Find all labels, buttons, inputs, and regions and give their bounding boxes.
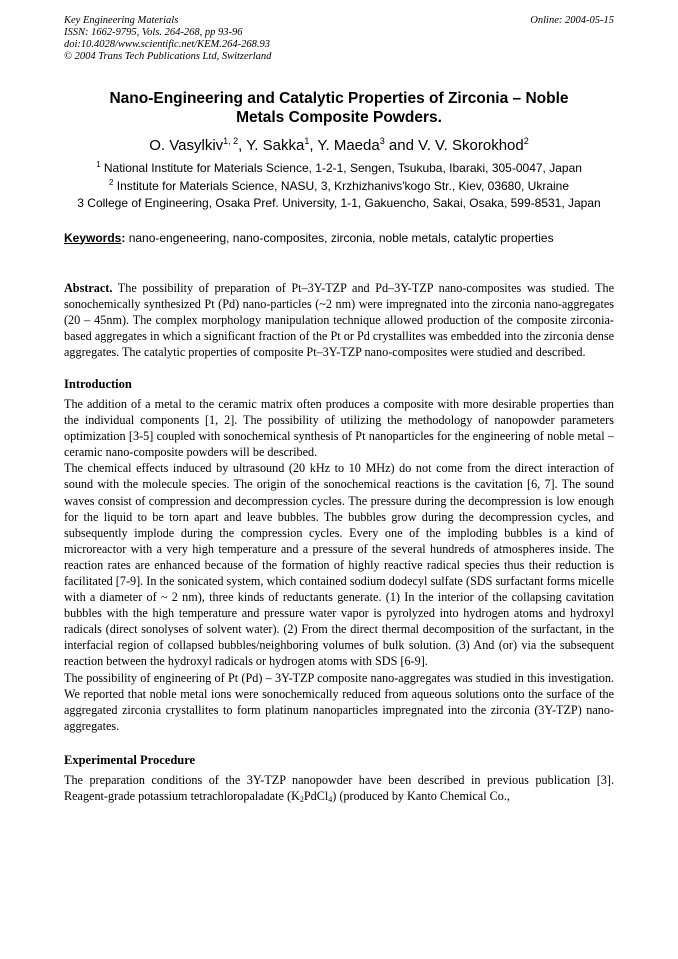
keywords-label: Keywords	[64, 230, 122, 245]
introduction-heading: Introduction	[64, 376, 132, 391]
paper-title	[64, 89, 614, 127]
issn-line: ISSN: 1662-9795, Vols. 264-268, pp 93-96	[64, 27, 243, 38]
experimental-paragraph-1	[64, 772, 614, 804]
doi-line: doi:10.4028/www.scientific.net/KEM.264-268.93	[64, 39, 270, 50]
introduction-paragraph-3: The possibility of engineering of Pt (Pd) – 3Y-TZP composite nano-aggregates was studied in this investigation. We reported that noble metal ions were sonochemically reduced from aqueous solutions onto the surface of the aggregated zirconia crystallites to form platinum nanoparticles impregnated into the zirconia (3Y-TZP) nano-aggregates.	[64, 670, 614, 733]
subscript-4: 4	[328, 795, 333, 805]
author-3-affil: 3	[379, 136, 385, 146]
affiliation-2	[64, 179, 614, 195]
introduction-section	[64, 396, 614, 734]
title-line-2: Metals Composite Powders.	[236, 109, 442, 126]
affiliation-1-number: 1	[96, 160, 101, 169]
affiliations	[64, 161, 614, 212]
keywords-colon: :	[121, 230, 126, 245]
abstract-section	[64, 280, 614, 360]
affiliation-1	[64, 161, 614, 177]
author-3: , Y. Maeda	[309, 137, 380, 154]
copyright-line: © 2004 Trans Tech Publications Ltd, Switzerland	[64, 51, 272, 62]
author-2-affil: 1	[304, 136, 310, 146]
experimental-text-c: ) (produced by Kanto Chemical Co.,	[332, 789, 510, 804]
author-4: and V. V. Skorokhod	[384, 137, 524, 154]
abstract-text: The possibility of preparation of Pt–3Y-TZP and Pd–3Y-TZP nano-composites was studied. The sonochemically synthesized Pt (Pd) nano-particles (~2 nm) were impregnated into the zirconia nano-aggregates (20 – 45nm). The complex morphology manipulation technique allowed production of the composite zirconia-based aggregates in which a significant fraction of the Pt or Pd crystallites was embedded into the zirconia dense aggregates. The catalytic properties of composite Pt–3Y-TZP nano-composites were studied and described.	[64, 280, 614, 359]
keywords-text: nano-engeneering, nano-composites, zirconia, noble metals, catalytic properties	[125, 230, 554, 245]
journal-header	[64, 0, 614, 63]
introduction-paragraph-1: The addition of a metal to the ceramic matrix often produces a composite with more desirable properties than the individual components [1, 2]. The possibility of utilizing the methodology of nanopowder parameters optimization [3-5] coupled with sonochemical synthesis of Pt nanoparticles for the engineering of noble metal – ceramic nano-composite powders will be described.	[64, 396, 614, 460]
affiliation-3: 3 College of Engineering, Osaka Pref. University, 1-1, Gakuencho, Sakai, Osaka, 599-8531, Japan	[77, 196, 601, 210]
introduction-paragraph-2: The chemical effects induced by ultrasound (20 kHz to 10 MHz) do not come from the direct interaction of sound with the molecule species. The origin of the sonochemical reactions is the cavitation [6, 7]. The sound waves consist of compression and decompression cycles. The pressure during the decompression is low enough for the liquid to be torn apart and leave bubbles. The bubbles grow during the decompression cycles, and subsequently implode during the compression cycles. Every one of the imploding bubbles is a kind of microreactor with a very high temperature and a pressure of the several hundreds of atmospheres inside. The reaction rates are enhanced because of the formation of highly reactive radical species thus their reduction is facilitated [7-9]. In the sonicated system, which contained sodium dodecyl sulfate (SDS surfactant forms micelle with a diameter of ~ 2 nm), three kinds of reductants generate. (1) In the interior of the collapsing cavitation bubbles with the high temperature and pressure water vapor is pyrolyzed into hydrogen atoms and hydroxyl radicals (direct sonolyses of solvent water). (2) From the direct thermal decomposition of the surfactant, in the interfacial region of collapsed bubbles/neighboring volumes of bulk solution. (3) And (or) via the subsequent reaction between the hydroxyl radicals or hydrogen atoms with SDS [6-9].	[64, 461, 614, 669]
author-list	[64, 136, 614, 155]
author-2: , Y. Sakka	[238, 137, 305, 154]
author-4-affil: 2	[523, 136, 529, 146]
title-line-1: Nano-Engineering and Catalytic Properties of Zirconia – Noble	[109, 90, 569, 107]
author-1: O. Vasylkiv	[149, 137, 224, 154]
experimental-heading: Experimental Procedure	[64, 752, 196, 767]
keywords-section	[64, 231, 614, 246]
experimental-section	[64, 772, 614, 804]
journal-name: Key Engineering Materials	[64, 15, 179, 26]
affiliation-2-number: 2	[108, 177, 114, 187]
subscript-2: 2	[299, 795, 304, 805]
abstract-label: Abstract.	[64, 280, 113, 295]
affiliation-1-text: National Institute for Materials Science, 1-2-1, Sengen, Tsukuba, Ibaraki, 305-0047, Japan	[100, 161, 582, 175]
author-1-affil: 1, 2	[223, 136, 239, 146]
online-date: Online: 2004-05-15	[530, 15, 614, 26]
experimental-text-b: PdCl	[303, 789, 329, 804]
affiliation-2-text: Institute for Materials Science, NASU, 3, Krzhizhanivs'kogo Str., Kiev, 03680, Ukraine	[113, 178, 570, 193]
experimental-text-a: The preparation conditions of the 3Y-TZP nanopowder have been described in previous publication [3]. Reagent-grade potassium tetrachloropaladate (K	[64, 772, 614, 804]
